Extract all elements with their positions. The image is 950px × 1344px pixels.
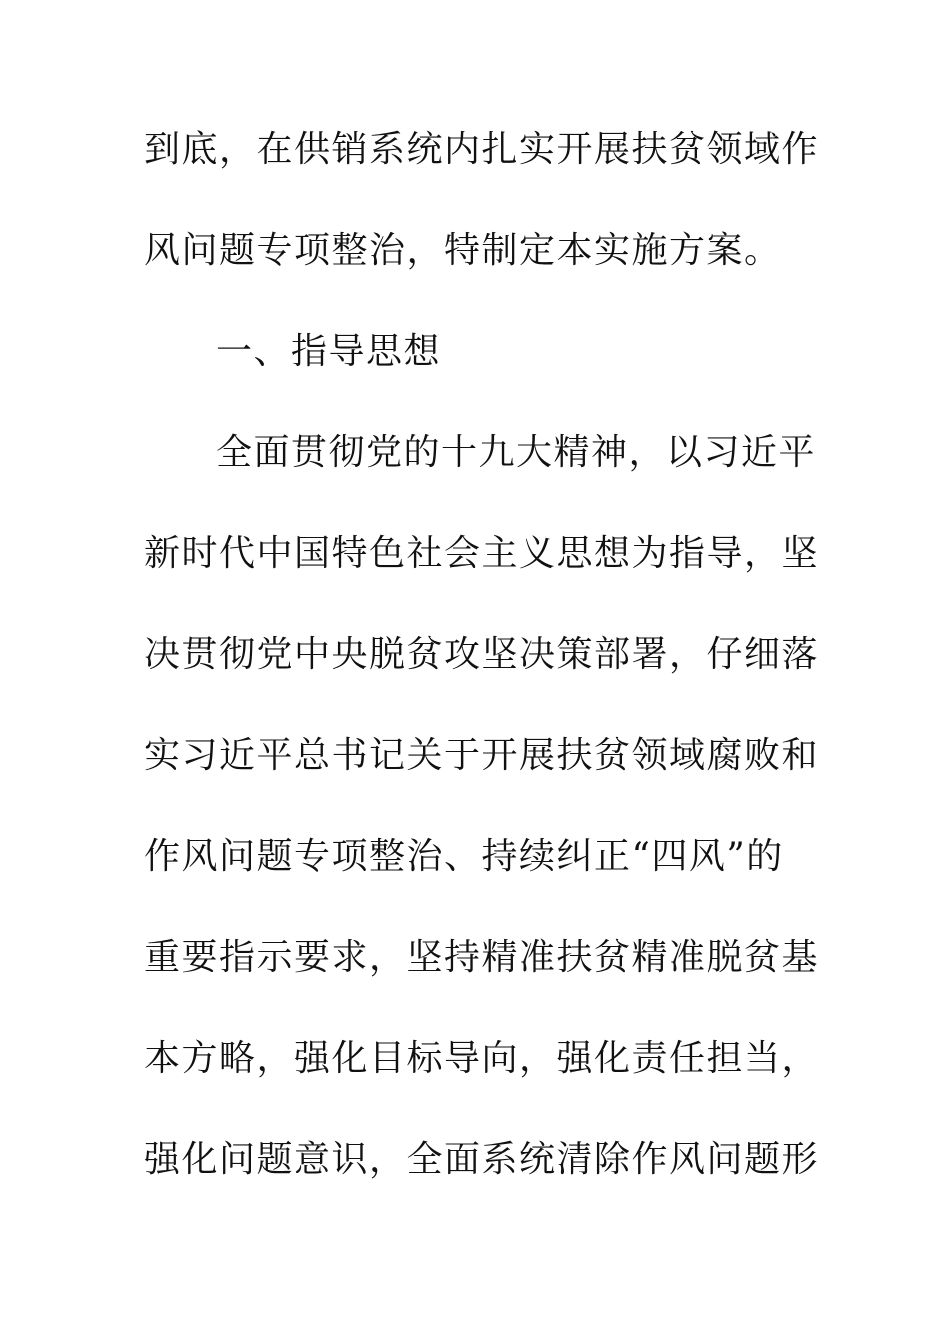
body-text-line: 到底，在供销系统内扎实开展扶贫领域作 <box>144 129 820 170</box>
section-heading: 一、指导思想 <box>216 331 442 372</box>
body-text-line: 作风问题专项整治、持续纠正“四风”的 <box>144 836 784 877</box>
body-text-line: 决贯彻党中央脱贫攻坚决策部署，仔细落 <box>144 634 820 675</box>
body-text-line: 强化问题意识，全面系统清除作风问题形 <box>144 1139 820 1180</box>
body-text-line: 实习近平总书记关于开展扶贫领域腐败和 <box>144 735 820 776</box>
body-text-line: 风问题专项整治，特制定本实施方案。 <box>144 230 782 271</box>
body-text-line: 重要指示要求，坚持精准扶贫精准脱贫基 <box>144 937 820 978</box>
body-text-line: 本方略，强化目标导向，强化责任担当， <box>144 1038 820 1079</box>
body-text-line: 新时代中国特色社会主义思想为指导，坚 <box>144 533 820 574</box>
paragraph-first-line: 全面贯彻党的十九大精神，以习近平 <box>216 432 817 473</box>
